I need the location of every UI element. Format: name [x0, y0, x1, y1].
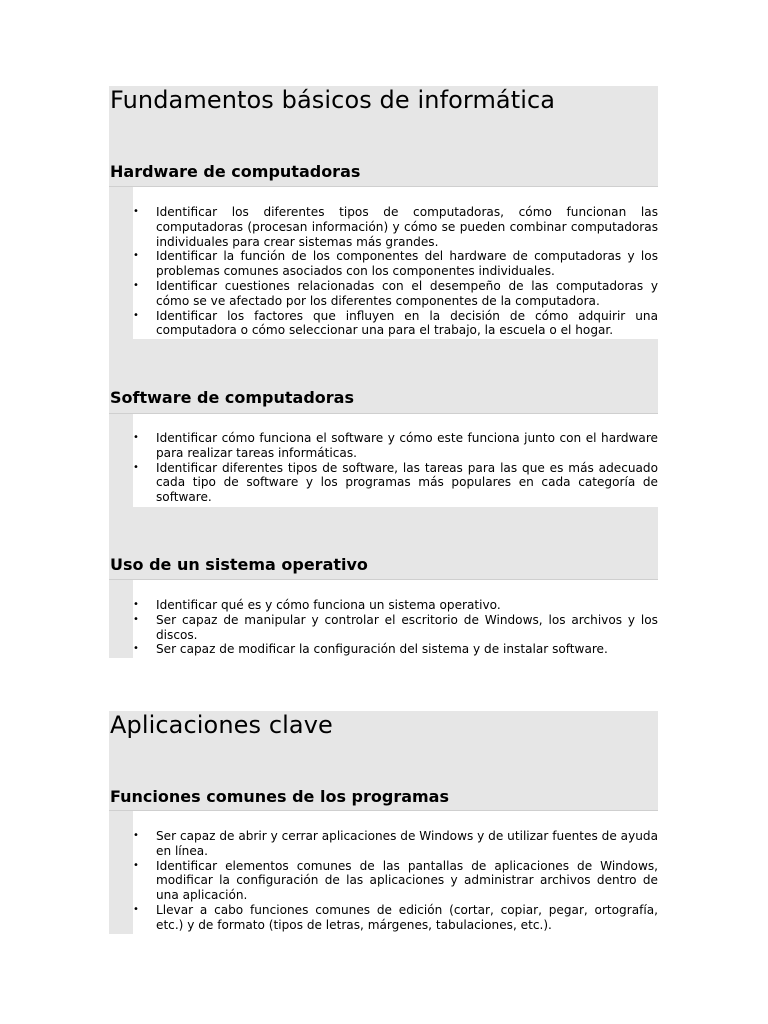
- bullet-icon: •: [133, 206, 139, 217]
- list-item: • Ser capaz de manipular y controlar el escritorio de Windows, los archivos y los discos.: [133, 612, 658, 642]
- bullet-icon: •: [133, 432, 139, 443]
- bullet-icon: •: [133, 309, 139, 321]
- bullet-icon: •: [133, 859, 139, 871]
- list-item: • Identificar cómo funciona el software y cómo este funciona junto con el hardware para realizar tareas informáticas.: [133, 431, 658, 460]
- bullet-icon: •: [133, 461, 139, 473]
- list-item: • Ser capaz de modificar la configuración del sistema y de instalar software.: [133, 642, 608, 657]
- bullet-icon: •: [133, 599, 139, 610]
- bullet-icon: •: [133, 903, 139, 915]
- bullet-icon: •: [133, 643, 139, 655]
- bullet-list: [133, 205, 658, 338]
- list-item: • Identificar diferentes tipos de software, las tareas para las que es más adecuado cada tipo de software y los programas más populares en cada categoría de software.: [133, 460, 658, 505]
- subsection-title: Software de computadoras: [110, 388, 354, 407]
- divider: [109, 579, 658, 580]
- section-title: Aplicaciones clave: [110, 711, 333, 739]
- subsection-title: Uso de un sistema operativo: [110, 555, 368, 574]
- bullet-list: [133, 598, 658, 657]
- list-1-gutter-bg: [109, 187, 133, 339]
- bullet-icon: •: [133, 250, 139, 262]
- divider: [109, 413, 658, 414]
- list-3-gutter-bg: [109, 580, 133, 658]
- divider: [109, 186, 658, 187]
- subsection-title: Hardware de computadoras: [110, 162, 361, 181]
- list-item: • Identificar qué es y cómo funciona un sistema operativo.: [133, 598, 501, 612]
- bullet-icon: •: [133, 830, 139, 841]
- list-2-gutter-bg: [109, 414, 133, 507]
- list-item: • Identificar elementos comunes de las pantallas de aplicaciones de Windows, modificar la configuración de las aplicaciones y administrar archivos dentro de una aplicación.: [133, 858, 658, 903]
- list-item: • Identificar la función de los componentes del hardware de computadoras y los problemas comunes asociados con los componentes individuales.: [133, 249, 658, 279]
- list-item: • Ser capaz de abrir y cerrar aplicaciones de Windows y de utilizar fuentes de ayuda en línea.: [133, 829, 658, 858]
- bullet-icon: •: [133, 613, 139, 625]
- list-item: • Identificar los factores que influyen en la decisión de cómo adquirir una computadora o cómo seleccionar una para el trabajo, la escuela o el hogar.: [133, 308, 658, 338]
- section-title: Fundamentos básicos de informática: [110, 86, 556, 114]
- bullet-list: [133, 431, 658, 505]
- list-4-gutter-bg: [109, 811, 133, 934]
- bullet-icon: •: [133, 279, 139, 291]
- list-item: • Identificar los diferentes tipos de computadoras, cómo funcionan las computadoras (procesan información) y cómo se pueden combinar computadoras individuales para crear sistemas más grandes.: [133, 205, 658, 249]
- divider: [109, 810, 658, 811]
- subsection-title: Funciones comunes de los programas: [110, 787, 449, 806]
- bullet-list: [133, 829, 658, 933]
- list-item: • Llevar a cabo funciones comunes de edición (cortar, copiar, pegar, ortografía, etc.) y de formato (tipos de letras, márgenes, tabulaciones, etc.).: [133, 902, 658, 932]
- list-item: • Identificar cuestiones relacionadas con el desempeño de las computadoras y cómo se ve afectado por los diferentes componentes de la computadora.: [133, 278, 658, 308]
